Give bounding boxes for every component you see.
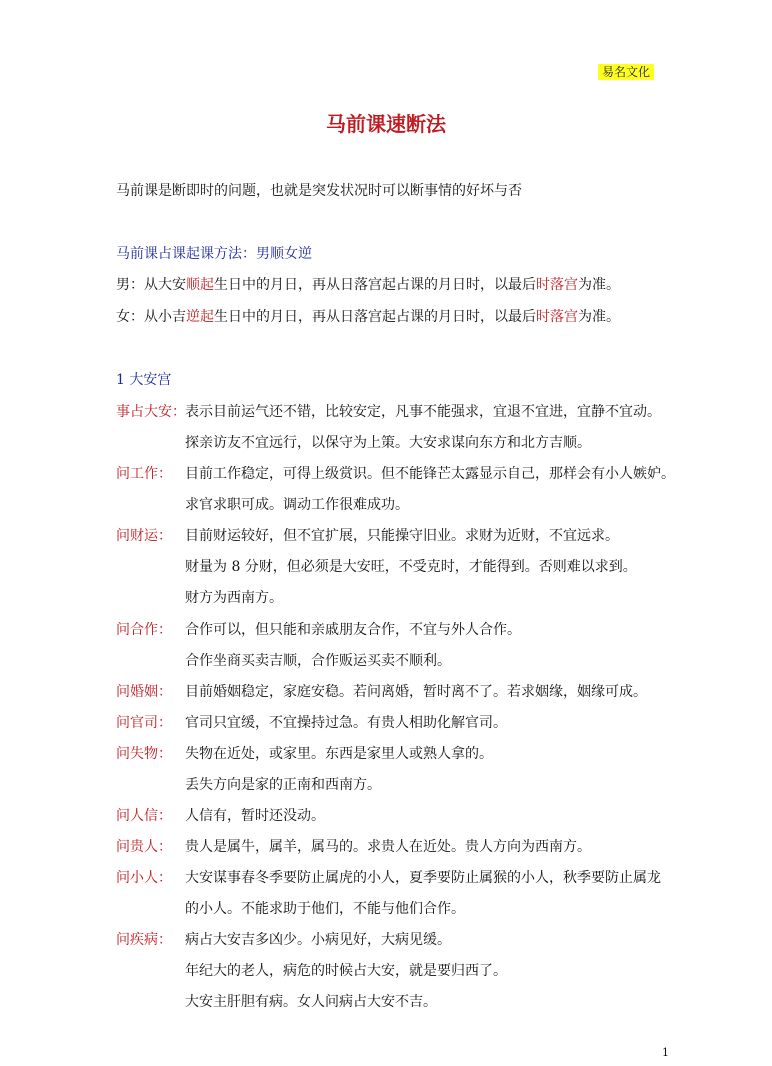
partner-line-1: 合作可以，但只能和亲戚朋友合作，不宜与外人合作。 (185, 622, 521, 638)
marriage-label: 问婚姻： (116, 684, 172, 700)
message-label: 问人信： (116, 808, 172, 824)
illness-line-2: 年纪大的老人，病危的时候占大安，就是要归西了。 (185, 963, 507, 979)
wealth-line-1: 目前财运较好，但不宜扩展，只能操守旧业。求财为近财，不宜远求。 (185, 528, 619, 544)
section-heading: 1 大安宫 (116, 372, 172, 388)
overview-label: 事占大安： (116, 404, 186, 420)
message-line-1: 人信有，暂时还没动。 (185, 808, 325, 824)
female-rule-text-2: 生日中的月日，再从日落宫起占课的月日时，以最后 (214, 309, 536, 325)
illness-label: 问疾病： (116, 932, 172, 948)
villain-line-1: 大安谋事春冬季要防止属虎的小人，夏季要防止属猴的小人，秋季要防止属龙 (185, 870, 661, 886)
male-rule-text-2: 生日中的月日，再从日落宫起占课的月日时，以最后 (214, 277, 536, 293)
partner-label: 问合作： (116, 622, 172, 638)
lawsuit-line-1: 官司只宜缓，不宜操持过急。有贵人相助化解官司。 (185, 715, 507, 731)
male-rule-highlight-1: 顺起 (186, 277, 214, 293)
male-rule-highlight-2: 时落宫 (536, 277, 578, 293)
work-label: 问工作： (116, 466, 172, 482)
work-line-1: 目前工作稳定，可得上级赏识。但不能锋芒太露显示自己，那样会有小人嫉妒。 (185, 466, 675, 482)
partner-line-2: 合作坐商买卖吉顺，合作贩运买卖不顺利。 (185, 653, 451, 669)
intro-paragraph: 马前课是断即时的问题，也就是突发状况时可以断事情的好坏与否 (116, 183, 522, 199)
overview-line-2: 探亲访友不宜远行，以保守为上策。大安求谋向东方和北方吉顺。 (185, 435, 591, 451)
villain-label: 问小人： (116, 870, 172, 886)
wealth-line-3: 财方为西南方。 (185, 590, 283, 606)
page-number: 1 (662, 1046, 669, 1059)
method-heading: 马前课占课起课方法：男顺女逆 (116, 246, 312, 262)
villain-line-2: 的小人。不能求助于他们，不能与他们合作。 (185, 901, 465, 917)
male-rule (116, 274, 620, 294)
noble-label: 问贵人： (116, 839, 172, 855)
lawsuit-label: 问官司： (116, 715, 172, 731)
wealth-line-2: 财量为 8 分财，但必须是大安旺，不受克时，才能得到。否则难以求到。 (185, 559, 637, 575)
work-line-2: 求官求职可成。调动工作很难成功。 (185, 497, 409, 513)
illness-line-3: 大安主肝胆有病。女人问病占大安不吉。 (185, 994, 437, 1010)
wealth-label: 问财运： (116, 528, 172, 544)
female-rule-highlight-1: 逆起 (186, 309, 214, 325)
female-rule (116, 306, 620, 326)
illness-line-1: 病占大安吉多凶少。小病见好，大病见缓。 (185, 932, 451, 948)
page-title: 马前课速断法 (326, 112, 446, 136)
noble-line-1: 贵人是属牛，属羊，属马的。求贵人在近处。贵人方向为西南方。 (185, 839, 591, 855)
overview-line-1: 表示目前运气还不错，比较安定，凡事不能强求，宜退不宜进，宜静不宜动。 (185, 404, 661, 420)
female-rule-text-3: 为准。 (578, 309, 620, 325)
male-rule-text-3: 为准。 (578, 277, 620, 293)
female-rule-text-1: 女：从小吉 (116, 309, 186, 325)
lost-label: 问失物： (116, 746, 172, 762)
lost-line-2: 丢失方向是家的正南和西南方。 (185, 777, 381, 793)
female-rule-highlight-2: 时落宫 (536, 309, 578, 325)
male-rule-text-1: 男：从大安 (116, 277, 186, 293)
publisher-badge: 易名文化 (598, 64, 654, 80)
lost-line-1: 失物在近处，或家里。东西是家里人或熟人拿的。 (185, 746, 493, 762)
marriage-line-1: 目前婚姻稳定，家庭安稳。若问离婚，暂时离不了。若求姻缘，姻缘可成。 (185, 684, 647, 700)
